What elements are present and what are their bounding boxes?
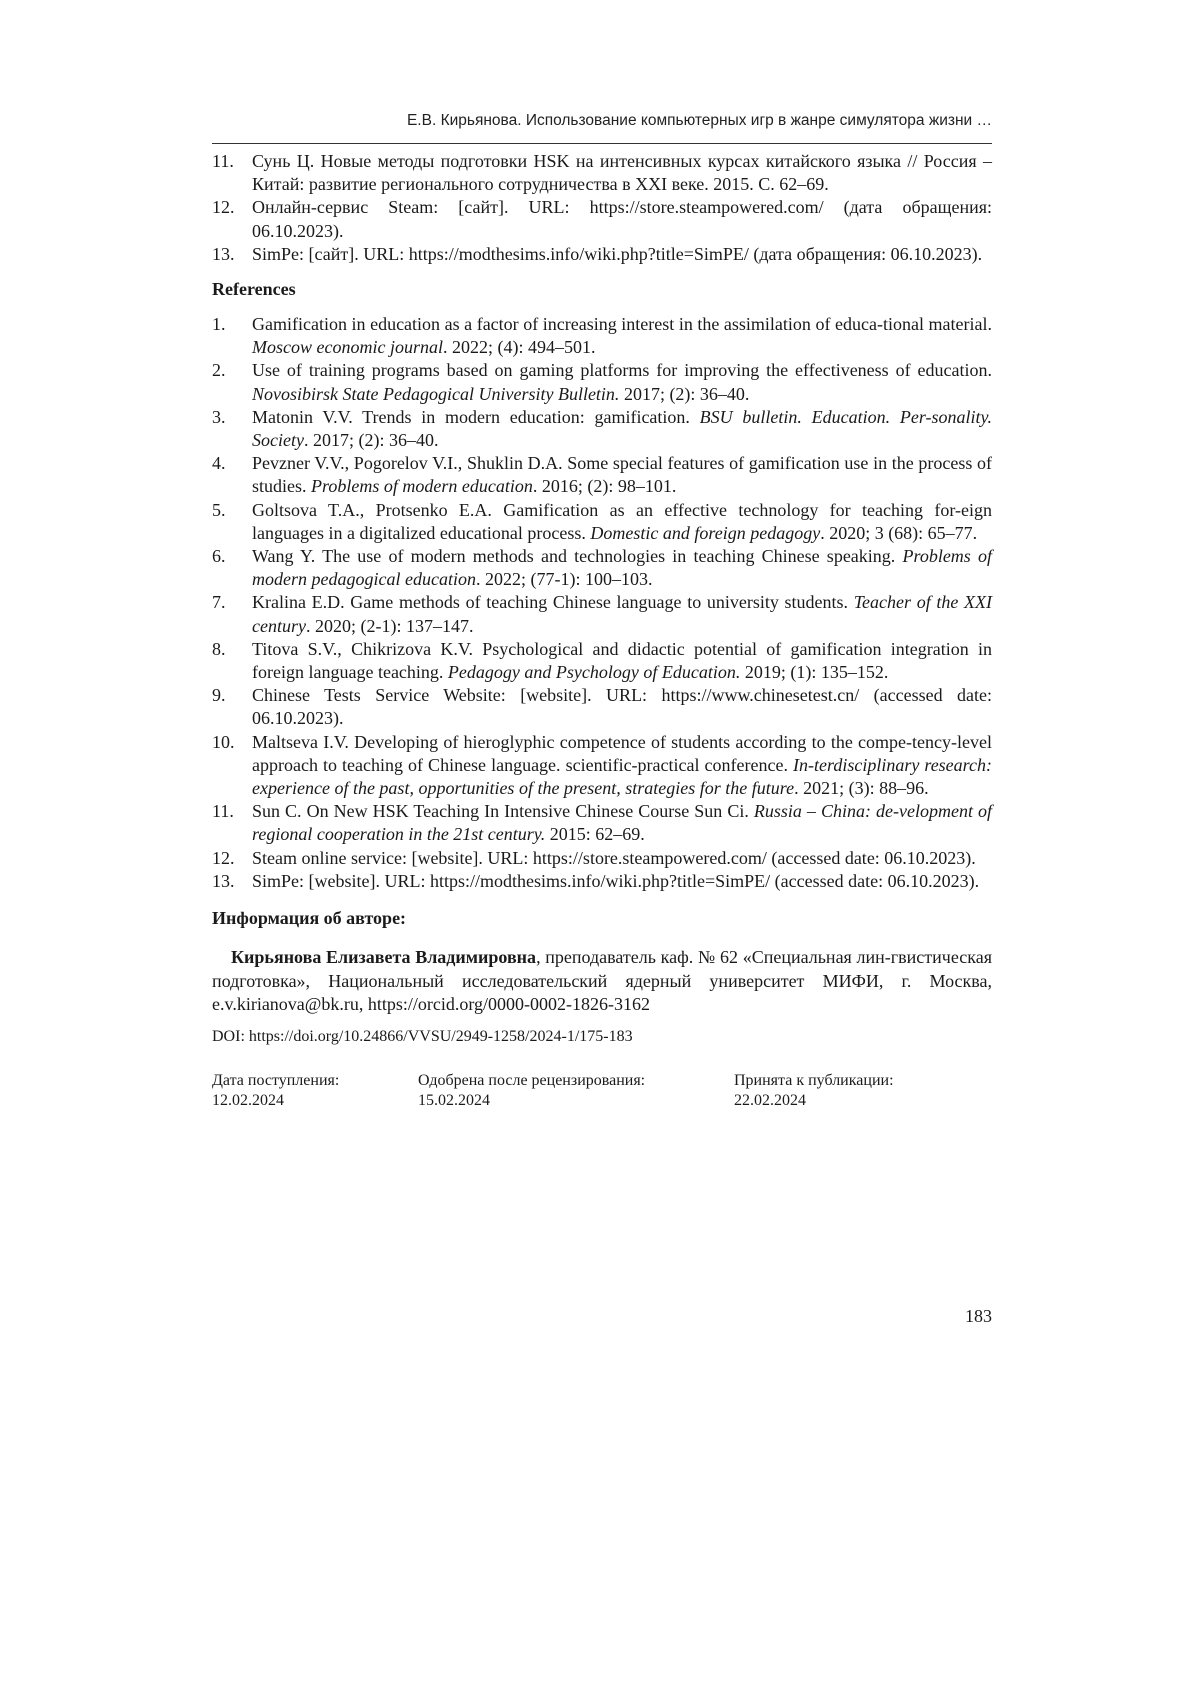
list-item (212, 313, 992, 359)
ref-text: Steam online service: [website]. URL: https://store.steampowered.com/ (accessed date: 06.10.2023). (252, 847, 976, 868)
list-item (212, 359, 992, 405)
ref-number: 1. (212, 314, 226, 335)
ref-text: Matonin V.V. Trends in modern education: gamification. BSU bulletin. Education. Per-sonality. Society. 2017; (2): 36–40. (252, 406, 992, 451)
journal-title: Moscow economic journal (252, 337, 443, 358)
ref-text: Maltseva I.V. Developing of hieroglyphic competence of students according to the compe-tency-level approach to teaching of Chinese language. scientific-practical conference. In-terdisciplinary research: experience of the past, opportunities of the present, strategies for the future. 2021; (3): 88–96. (252, 731, 992, 799)
ref-number: 13. (212, 243, 235, 264)
list-item (212, 452, 992, 498)
list-item (212, 545, 992, 591)
ref-number: 6. (212, 546, 226, 567)
page-content (212, 150, 992, 1115)
author-name: Кирьянова Елизавета Владимировна (231, 947, 537, 968)
approved-date (418, 1071, 645, 1111)
list-item (212, 847, 992, 870)
ref-number: 10. (212, 731, 235, 752)
russian-reference-list (212, 150, 992, 266)
list-item (212, 591, 992, 637)
journal-title: Russia – China: de-velopment of regional cooperation in the 21st century. (252, 801, 992, 845)
ref-text: Chinese Tests Service Website: [website]. URL: https://www.chinesetest.cn/ (accessed date: 06.10.2023). (252, 685, 992, 729)
ref-number: 8. (212, 638, 226, 659)
received-date (212, 1071, 339, 1111)
journal-title: Pedagogy and Psychology of Education. (447, 662, 741, 683)
english-reference-list (212, 313, 992, 893)
accepted-date (734, 1071, 894, 1111)
list-item (212, 731, 992, 801)
ref-text: Wang Y. The use of modern methods and technologies in teaching Chinese speaking. Problems of modern pedagogical education. 2022; (77-1): 100–103. (252, 546, 992, 590)
page-number: 183 (965, 1306, 992, 1326)
header-rule (212, 143, 992, 144)
list-item (212, 684, 992, 730)
ref-number: 2. (212, 360, 226, 381)
ref-text: Use of training programs based on gaming platforms for improving the effectiveness of education. Novosibirsk State Pedagogical University Bulletin. 2017; (2): 36–40. (252, 360, 992, 404)
received-label: Дата поступления: (212, 1071, 340, 1089)
approved-label: Одобрена после рецензирования: (418, 1071, 646, 1089)
list-item (212, 638, 992, 684)
journal-title: Novosibirsk State Pedagogical University Bulletin. (252, 383, 620, 404)
journal-title: In-terdisciplinary research: experience of the past, opportunities of the present, strategies for the future (252, 754, 992, 799)
ref-text: Сунь Ц. Новые методы подготовки HSK на интенсивных курсах китайского языка // Россия – Китай: развитие регионального сотрудничества в XXI веке. 2015. С. 62–69. (252, 151, 992, 195)
journal-title: Teacher of the XXI century (252, 592, 993, 636)
list-item (212, 243, 992, 266)
doi: DOI: https://doi.org/10.24866/VVSU/2949-1258/2024-1/175-183 (212, 1027, 633, 1045)
ref-text: Titova S.V., Chikrizova K.V. Psychological and didactic potential of gamification integration in foreign language teaching. Pedagogy and Psychology of Education. 2019; (1): 135–152. (252, 638, 992, 683)
ref-number: 4. (212, 453, 226, 474)
ref-text: Pevzner V.V., Pogorelov V.I., Shuklin D.A. Some special features of gamification use in the process of studies. Problems of modern education. 2016; (2): 98–101. (252, 453, 992, 497)
ref-number: 7. (212, 592, 226, 613)
ref-number: 3. (212, 406, 226, 427)
list-item (212, 150, 992, 196)
ref-number: 11. (212, 801, 234, 822)
ref-text: Gamification in education as a factor of increasing interest in the assimilation of educa-tional material. Moscow economic journal. 2022; (4): 494–501. (252, 314, 992, 358)
ref-text: Sun C. On New HSK Teaching In Intensive Chinese Course Sun Ci. Russia – China: de-velopment of regional cooperation in the 21st century. 2015: 62–69. (252, 801, 992, 845)
ref-number: 5. (212, 499, 226, 520)
ref-text: SimPe: [website]. URL: https://modthesims.info/wiki.php?title=SimPE/ (accessed date: 06.10.2023). (252, 870, 980, 891)
ref-text: SimPe: [сайт]. URL: https://modthesims.info/wiki.php?title=SimPE/ (дата обращения: 06.10.2023). (252, 243, 983, 264)
list-item (212, 499, 992, 545)
journal-title: Domestic and foreign pedagogy (590, 522, 821, 543)
running-head: Е.В. Кирьянова. Использование компьютерных игр в жанре симулятора жизни … (406, 112, 992, 129)
publication-dates (212, 1071, 992, 1115)
ref-number: 9. (212, 685, 226, 706)
ref-text: Онлайн-сервис Steam: [сайт]. URL: https://store.steampowered.com/ (дата обращения: 06.10.2023). (252, 197, 992, 241)
list-item (212, 406, 992, 452)
ref-number: 11. (212, 151, 234, 171)
ref-text: Goltsova T.A., Protsenko E.A. Gamification as an effective technology for teaching for-eign languages in a digitalized educational process. Domestic and foreign pedagogy. 2020; 3 (68): 65–77. (252, 499, 992, 543)
accepted-label: Принята к публикации: (734, 1071, 894, 1089)
ref-number: 12. (212, 197, 235, 218)
list-item (212, 196, 992, 242)
journal-title: BSU bulletin. Education. Per-sonality. Society (252, 406, 992, 451)
approved-value: 15.02.2024 (418, 1091, 490, 1109)
list-item (212, 800, 992, 846)
list-item (212, 870, 992, 893)
references-heading: References (212, 279, 296, 300)
accepted-value: 22.02.2024 (734, 1091, 806, 1109)
ref-number: 13. (212, 870, 235, 891)
author-info (212, 946, 992, 1017)
author-info-heading: Информация об авторе: (212, 908, 407, 929)
ref-text: Kralina E.D. Game methods of teaching Chinese language to university students. Teacher of the XXI century. 2020; (2-1): 137–147. (252, 592, 993, 636)
received-value: 12.02.2024 (212, 1091, 284, 1109)
journal-title: Problems of modern education (311, 476, 533, 497)
author-details: , преподаватель каф. № 62 «Специальная лин-гвистическая подготовка», Национальный исследовательский ядерный университет МИФИ, г. Москва, e.v.kirianova@bk.ru, https://orcid.org/0000-0002-1826-3162 (212, 947, 992, 1015)
ref-number: 12. (212, 847, 235, 868)
journal-title: Problems of modern pedagogical education (252, 546, 992, 590)
